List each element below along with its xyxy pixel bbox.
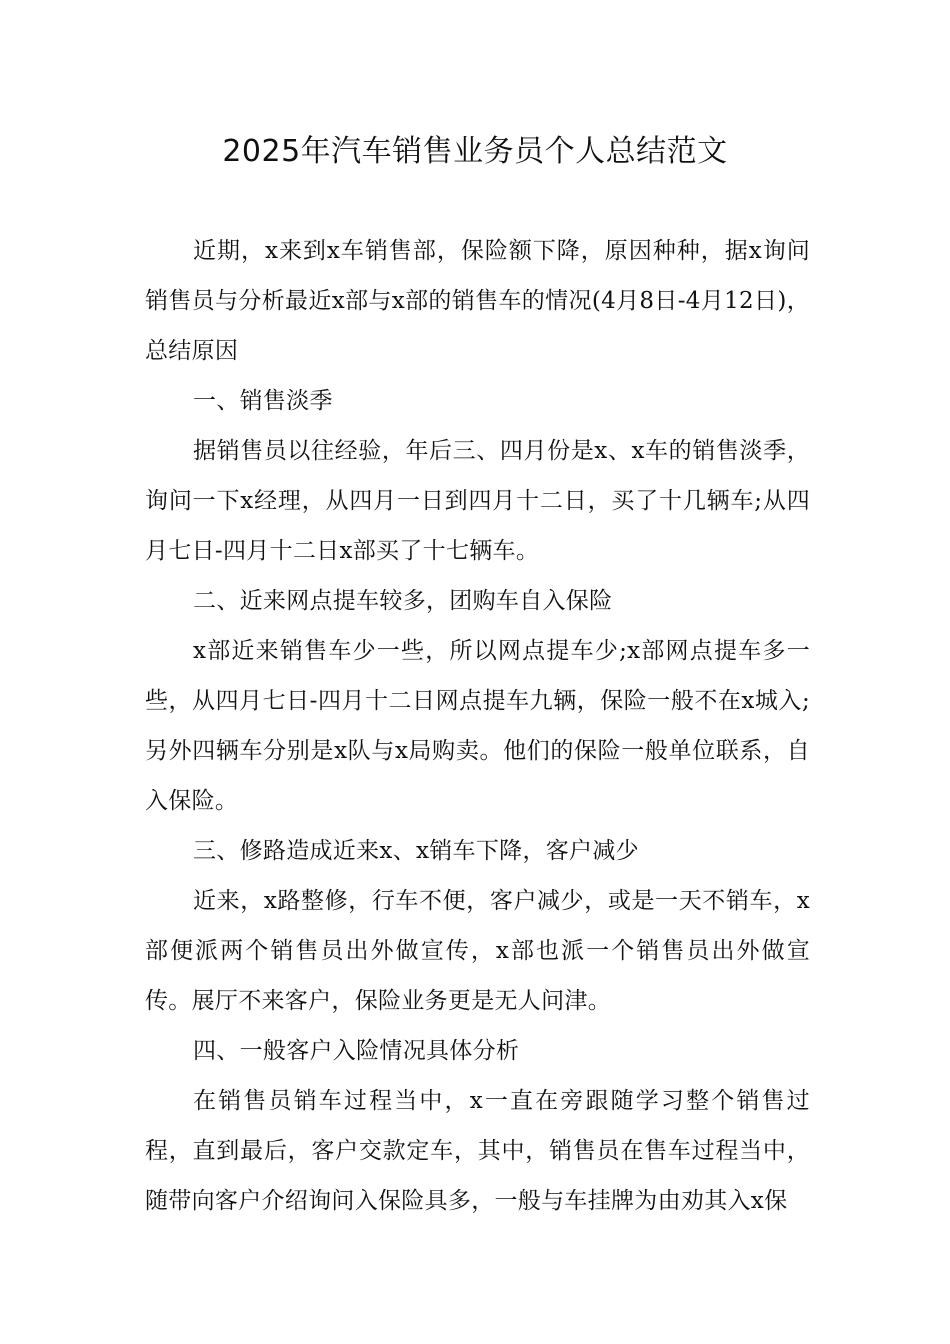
section-paragraph-3: 近来，x路整修，行车不便，客户减少，或是一天不销车，x部便派两个销售员出外做宣传，x部也派一个销售员出外做宣传。展厅不来客户，保险业务更是无人问津。 [145,888,810,1014]
section-heading-3: 三、修路造成近来x、x销车下降，客户减少 [193,838,639,864]
section-heading-2: 二、近来网点提车较多，团购车自入保险 [193,588,613,614]
section-heading-4: 四、一般客户入险情况具体分析 [193,1038,520,1064]
section-paragraph-1: 据销售员以往经验，年后三、四月份是x、x车的销售淡季，询问一下x经理，从四月一日到四月十二日，买了十几辆车;从四月七日-四月十二日x部买了十七辆车。 [145,438,810,564]
document-title: 2025年汽车销售业务员个人总结范文 [222,134,728,169]
intro-paragraph: 近期，x来到x车销售部，保险额下降，原因种种，据x询问销售员与分析最近x部与x部的销售车的情况(4月8日-4月12日)，总结原因 [145,238,810,364]
section-heading-1: 一、销售淡季 [193,388,333,414]
section-paragraph-4: 在销售员销车过程当中，x一直在旁跟随学习整个销售过程，直到最后，客户交款定车，其中，销售员在售车过程当中，随带向客户介绍询问入保险具多，一般与车挂牌为由劝其入x保 [145,1088,810,1214]
document-body [145,226,810,1226]
section-paragraph-2: x部近来销售车少一些，所以网点提车少;x部网点提车多一些，从四月七日-四月十二日网点提车九辆，保险一般不在x城入;另外四辆车分别是x队与x局购卖。他们的保险一般单位联系，自入保险。 [145,638,810,814]
